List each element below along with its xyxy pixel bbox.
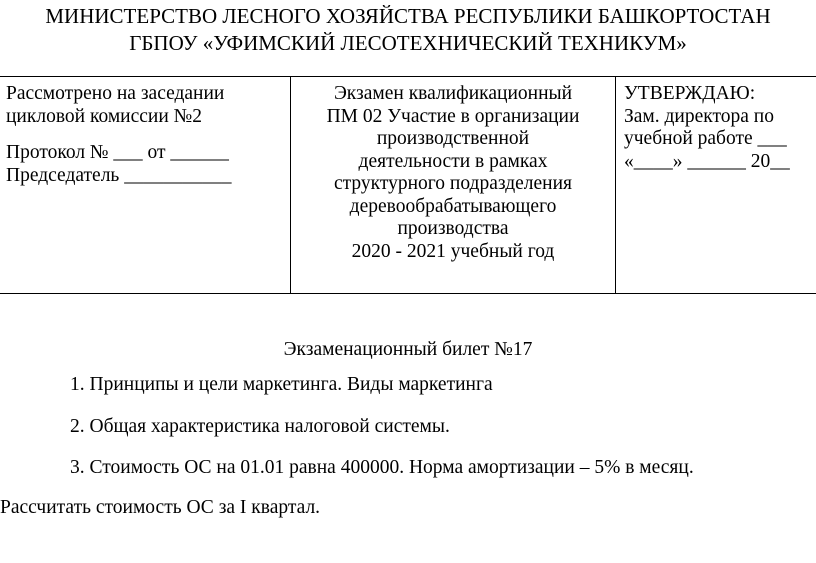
approval-date-line: «____» ______ 20__: [624, 150, 790, 172]
table-divider-right: [615, 76, 616, 293]
question-1: 1. Принципы и цели маркетинга. Виды маркетинга: [70, 374, 493, 395]
approval-cell: [624, 83, 790, 173]
exam-info-line: Экзамен квалификационный: [333, 83, 573, 104]
question-3-continuation: Рассчитать стоимость ОС за I квартал.: [0, 497, 321, 518]
exam-info-line: ПМ 02 Участие в организации: [326, 105, 580, 127]
ministry-header: МИНИСТЕРСТВО ЛЕСНОГО ХОЗЯЙСТВА РЕСПУБЛИКИ БАШКОРТОСТАН: [45, 4, 771, 28]
ticket-title: Экзаменационный билет №17: [283, 339, 533, 360]
question-3: 3. Стоимость ОС на 01.01 равна 400000. Норма амортизации – 5% в месяц.: [70, 457, 694, 478]
exam-info-line: производственной: [376, 128, 530, 149]
committee-review-cell: [6, 83, 231, 187]
exam-info-cell: [292, 83, 614, 263]
exam-info-line: структурного подразделения: [333, 173, 573, 194]
committee-line: цикловой комиссии №2: [6, 105, 203, 127]
exam-info-line: производства: [397, 218, 509, 239]
institution-header: ГБПОУ «УФИМСКИЙ ЛЕСОТЕХНИЧЕСКИЙ ТЕХНИКУМ»: [129, 31, 687, 55]
exam-info-line: деревообрабатывающего: [349, 195, 557, 217]
approver-line: Зам. директора по: [624, 105, 774, 127]
committee-line: Рассмотрено на заседании: [6, 83, 225, 104]
protocol-line: Протокол № ___ от ______: [6, 142, 229, 163]
exam-info-line: деятельности в рамках: [358, 150, 548, 172]
approver-line: учебной работе ___: [624, 128, 787, 149]
chairman-line: Председатель ___________: [6, 164, 232, 186]
approve-heading: УТВЕРЖДАЮ:: [624, 83, 756, 104]
question-2: 2. Общая характеристика налоговой системы.: [70, 416, 450, 437]
academic-year-line: 2020 - 2021 учебный год: [351, 240, 555, 262]
table-divider-left: [290, 76, 291, 293]
